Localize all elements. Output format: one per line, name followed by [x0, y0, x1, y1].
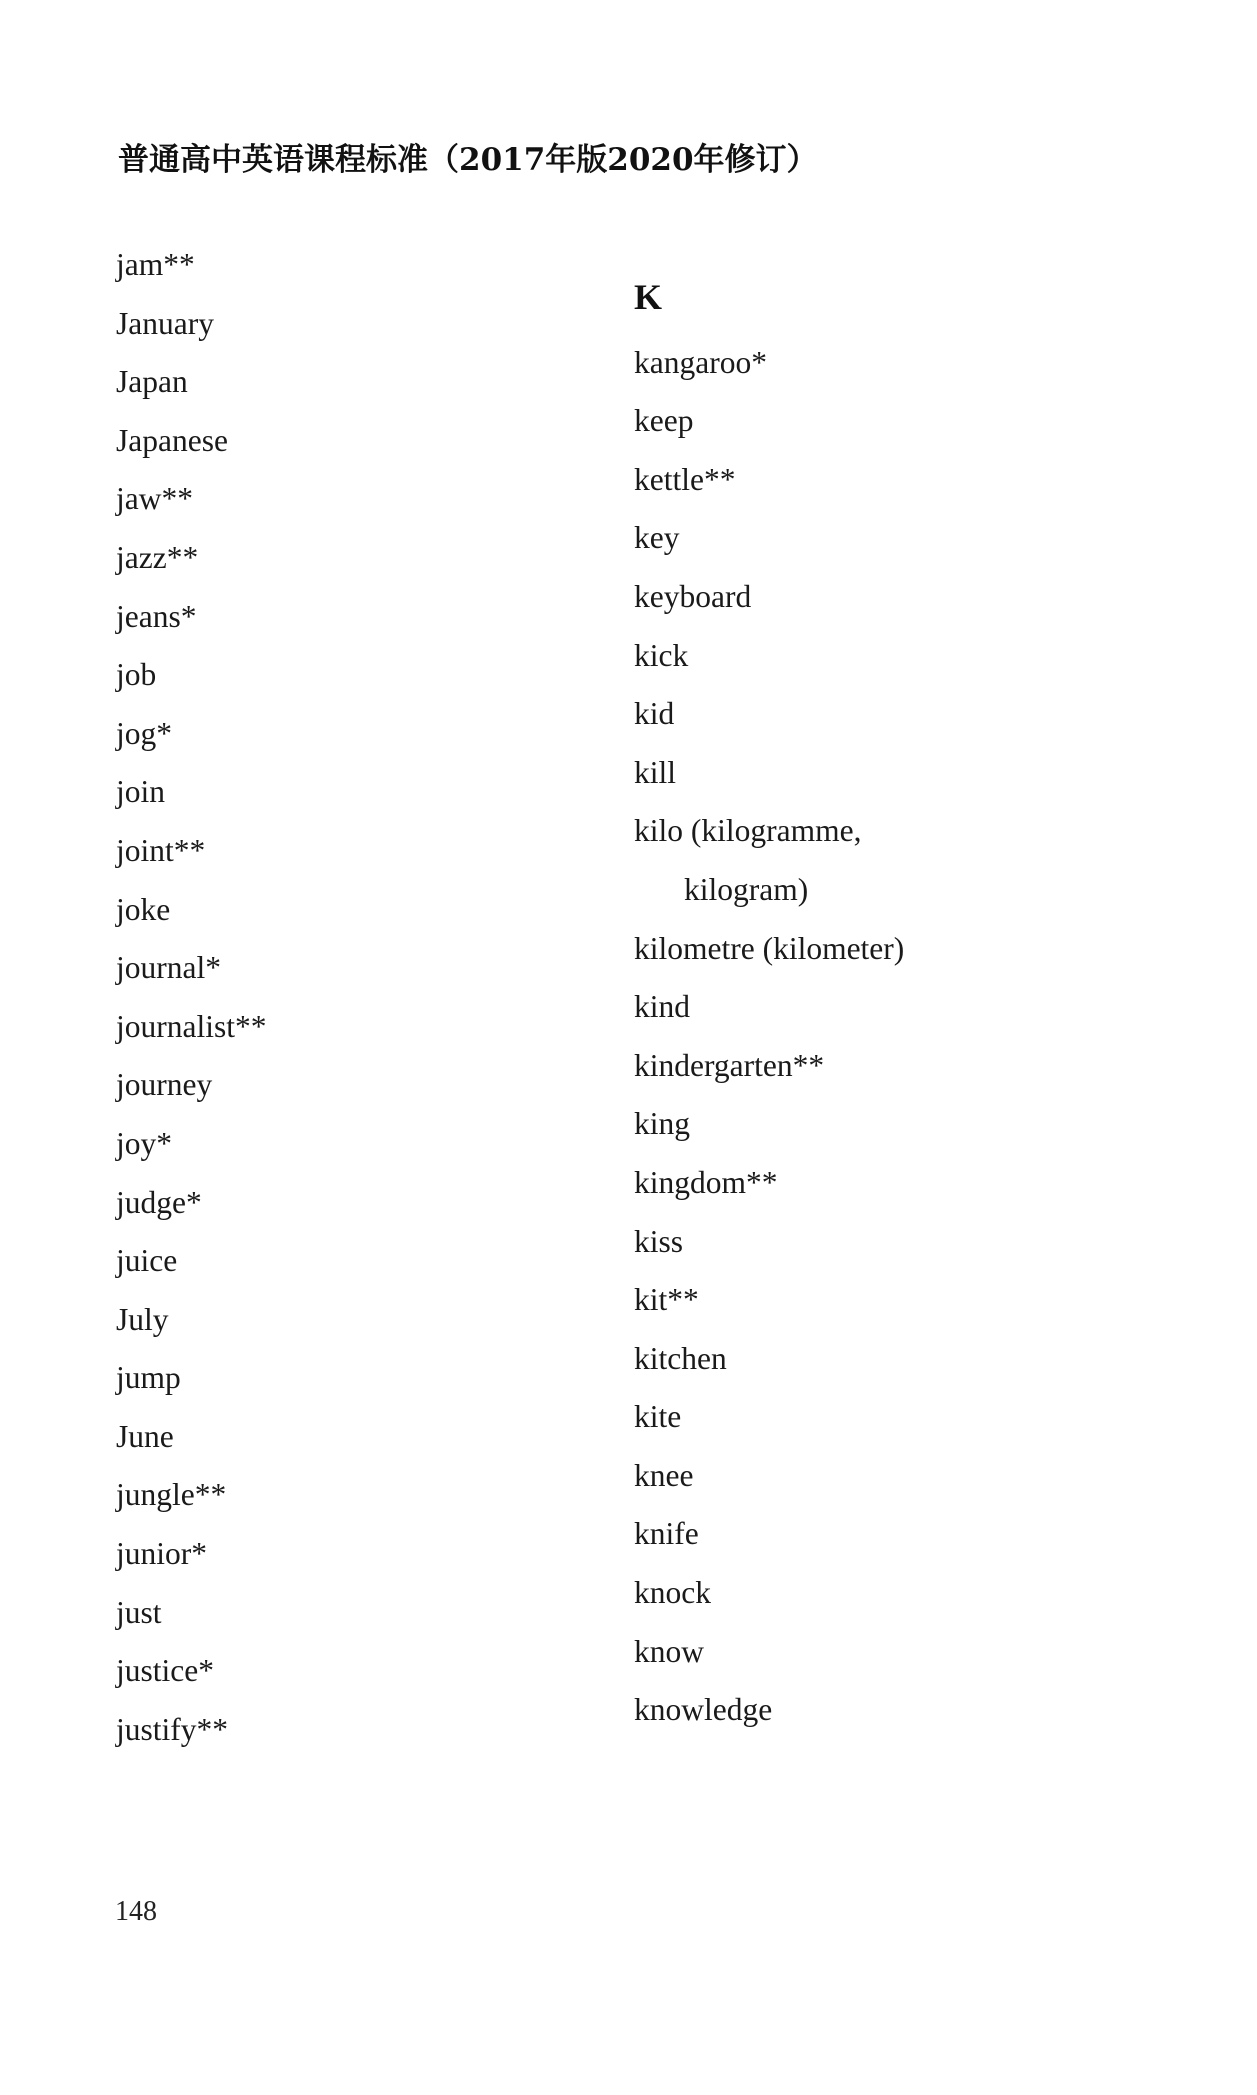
word-entry: keyboard [634, 578, 752, 614]
page-number: 148 [115, 1896, 157, 1927]
word-entry: kid [634, 696, 675, 732]
word-entry: jazz** [116, 539, 199, 575]
left-word-column [116, 236, 267, 1759]
word-entry: king [634, 1106, 691, 1142]
word-entry: kind [634, 989, 691, 1025]
right-word-column [634, 275, 904, 1740]
word-entry: journalist** [116, 1008, 267, 1044]
word-entry: job [116, 657, 157, 693]
word-entry: Japanese [116, 422, 228, 458]
word-entry: junior* [116, 1536, 207, 1572]
word-entry: kitchen [634, 1340, 727, 1376]
word-entry: jog* [116, 715, 173, 751]
word-entry: knock [634, 1575, 711, 1611]
word-entry: joint** [116, 832, 206, 868]
word-entry: join [116, 774, 166, 810]
word-entry: Japan [116, 364, 188, 400]
word-entry: knife [634, 1516, 699, 1552]
word-entry: kettle** [634, 461, 736, 497]
word-entry: June [116, 1418, 174, 1454]
word-entry: kindergarten** [634, 1047, 825, 1083]
word-entry: kangaroo* [634, 344, 767, 380]
word-entry: kite [634, 1399, 682, 1435]
word-entry: justify** [116, 1711, 229, 1747]
word-entry-continuation: kilogram) [684, 871, 809, 907]
word-entry: joke [116, 891, 171, 927]
section-letter-heading: K [634, 277, 663, 317]
word-entry: jungle** [116, 1477, 227, 1513]
word-entry: jump [116, 1360, 181, 1396]
word-entry: kingdom** [634, 1164, 778, 1200]
word-entry: kick [634, 637, 689, 673]
word-entry: juice [116, 1243, 178, 1279]
word-entry: knee [634, 1457, 694, 1493]
word-entry: kit** [634, 1282, 699, 1318]
word-entry: just [116, 1594, 162, 1630]
word-entry: know [634, 1633, 704, 1669]
page-header-title: 普通高中英语课程标准（2017年版2020年修订） [118, 142, 818, 178]
word-entry: joy* [116, 1125, 173, 1161]
word-entry: jaw** [116, 481, 193, 517]
word-entry: July [116, 1301, 169, 1337]
word-entry: jam** [116, 247, 195, 282]
word-entry: judge* [116, 1184, 202, 1220]
word-entry: kill [634, 754, 677, 790]
word-entry: kiss [634, 1223, 684, 1259]
word-entry: journal* [116, 950, 221, 986]
word-entry: kilo (kilogramme, [634, 813, 862, 849]
word-entry: jeans* [116, 598, 197, 634]
word-entry: justice* [116, 1653, 214, 1689]
word-entry: January [116, 305, 214, 341]
word-entry: kilometre (kilometer) [634, 930, 905, 966]
word-entry: key [634, 520, 680, 556]
word-entry: knowledge [634, 1692, 773, 1728]
word-entry: journey [116, 1067, 213, 1103]
word-entry: keep [634, 403, 694, 439]
